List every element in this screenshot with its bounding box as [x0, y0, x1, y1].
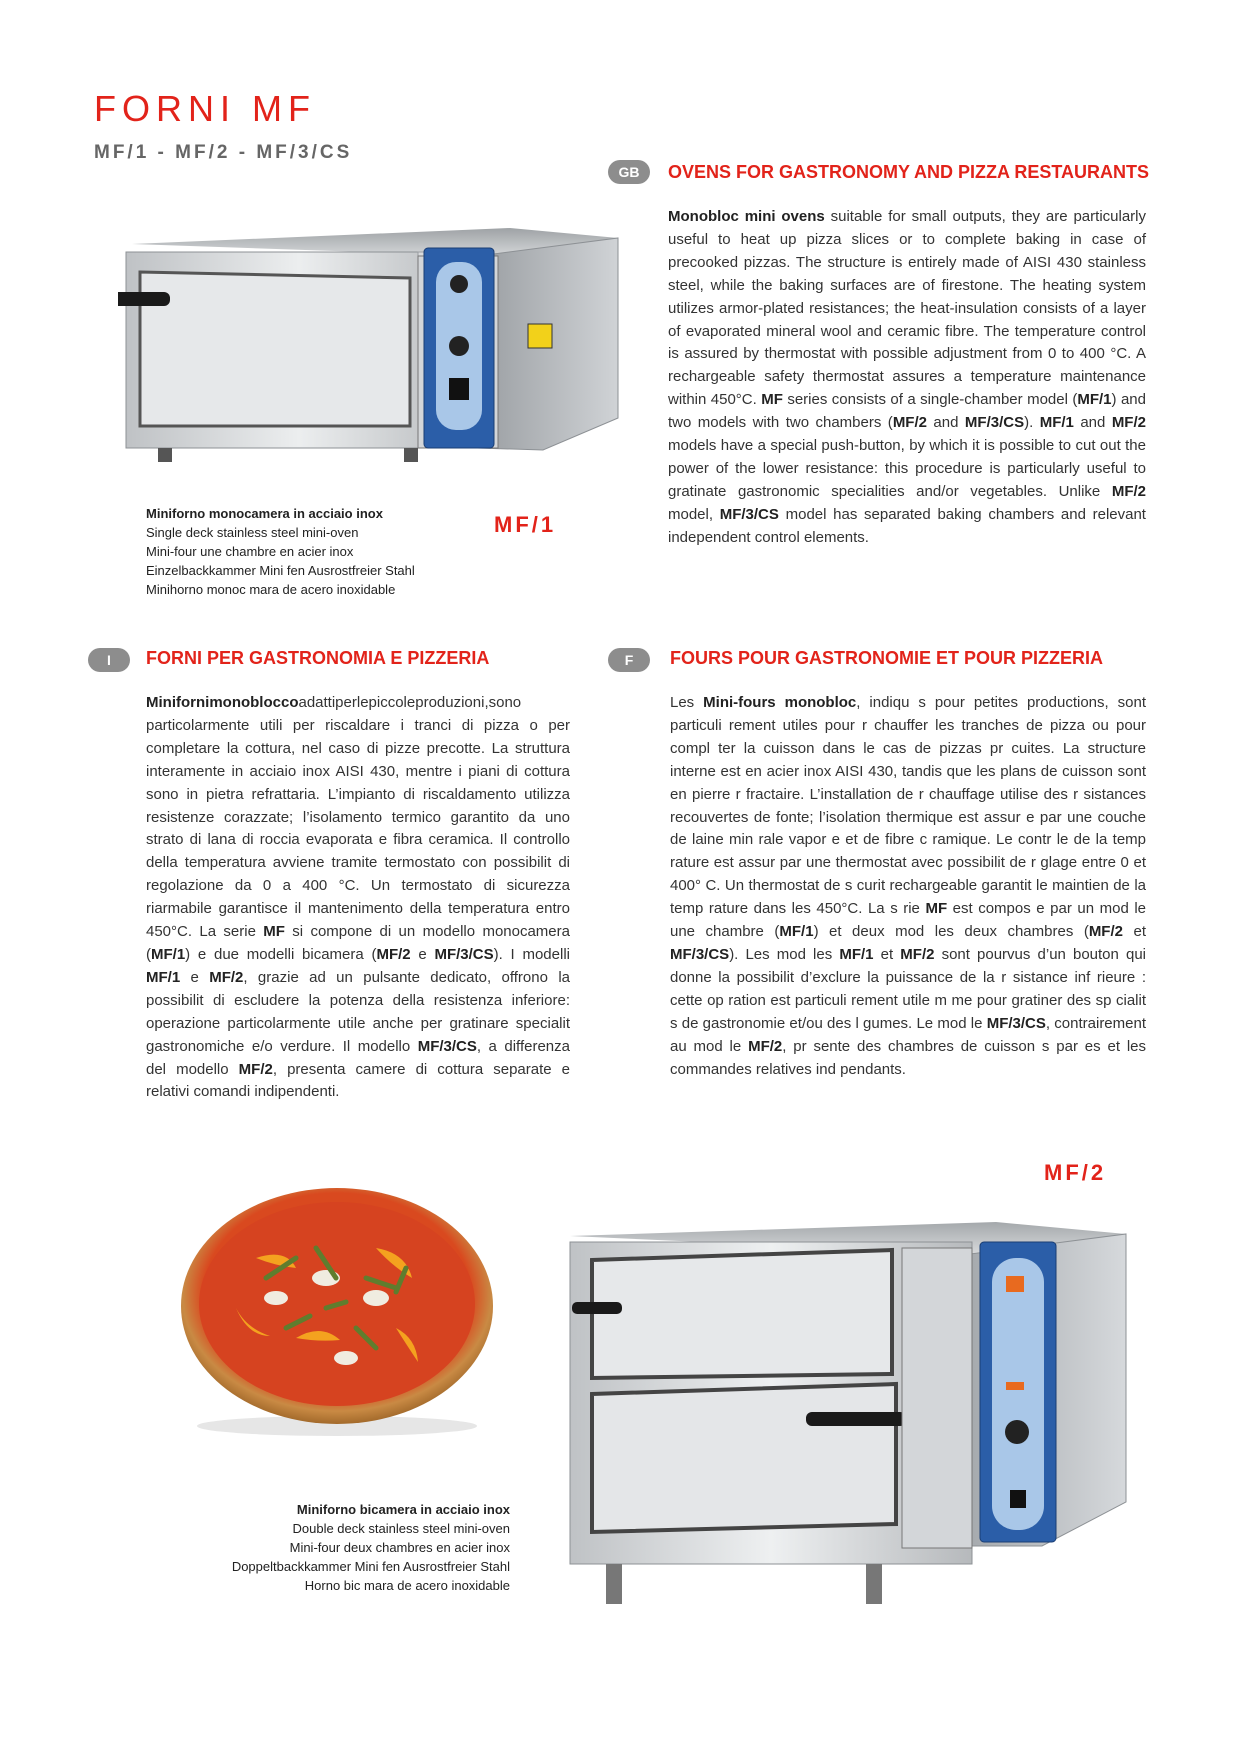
- section-body-it: [146, 692, 570, 1104]
- bold-text-run: MF/1: [151, 945, 186, 963]
- caption-line: Single deck stainless steel mini-oven: [146, 525, 359, 540]
- bold-text-run: MF/2: [748, 1037, 783, 1055]
- bold-text-run: Mini-fours monobloc: [703, 694, 857, 711]
- oven-mf2-image: [566, 1206, 1142, 1608]
- bold-text-run: MF/1: [839, 945, 874, 963]
- caption-line: Horno bic mara de acero inoxidable: [304, 1578, 510, 1593]
- bold-text-run: MF: [761, 391, 783, 409]
- text-run: , a differenza del modello: [146, 1037, 570, 1078]
- bold-text-run: MF/3/CS: [434, 945, 494, 963]
- caption-line: Einzelbackkammer Mini fen Ausrostfreier Stahl: [146, 563, 415, 578]
- text-run: model,: [668, 505, 720, 523]
- bold-text-run: MF/3/CS: [417, 1037, 477, 1055]
- text-run: ) and two models with two chambers (: [668, 391, 1146, 432]
- text-run: si compone di un modello monocamera (: [146, 923, 570, 963]
- bold-text-run: Monobloc mini ovens: [668, 208, 825, 225]
- bold-text-run: MF: [925, 900, 948, 918]
- bold-text-run: MF/3/CS: [719, 505, 779, 523]
- bold-text-run: MF/2: [1088, 923, 1123, 941]
- text-run: ).: [1024, 414, 1040, 432]
- text-run: Les: [670, 694, 704, 711]
- page-title: FORNI MF: [94, 88, 316, 129]
- bold-text-run: MF/2: [1111, 482, 1146, 500]
- bold-text-run: MF/2: [900, 945, 935, 963]
- bold-text-run: MF/1: [1039, 414, 1074, 432]
- bold-text-run: MF: [263, 923, 285, 941]
- bold-text-run: MF/2: [1111, 414, 1146, 432]
- mf1-caption: [146, 504, 415, 599]
- text-run: model has separated baking chambers and relevant independent control elements.: [668, 505, 1146, 546]
- text-run: , indiqu s pour petites productions, sont particuli rement utiles pour r chauffer les tranches de pizza ou pour compl ter la cuisson dans le cas de pizzas pr cuites. La structure interne est en acier inox AISI 430, tandis que les plans de cuisson sont en pierre r fractaire. L’installation de r chauffage utilise des r sistances recouvertes de fonte; l’isolation thermique est assur e par une couche de laine min rale vapor e et de fibre c ramique. Le contr le de la temp rature est assur par une thermostat avec possibilit de r glage entre 0 et 400° C. Un thermostat de s curit rechargeable garantit le maintien de la temp rature dans les 450°C. La s rie: [670, 694, 1146, 918]
- text-run: et: [1122, 923, 1146, 941]
- model-label-mf1: MF/1: [494, 512, 557, 537]
- text-run: , contrairement au mod le: [670, 1014, 1147, 1055]
- text-run: adattiperlepiccoleproduzioni,sono particolarmente utili per riscaldare i tranci di pizza o per completare la cottura, nel caso di pizze precotte. La struttura interamente in acciaio inox AISI 430, mentre i piani di cottura sono in pietra refrattaria. L’impianto di riscaldamento utilizza resistenze corazzate; l’isolamento termico garantito da uno strato di lana di roccia evaporata e fibra ceramica. Il controllo della temperatura avviene tramite termostato con possibilit di regolazione da 0 a 400 °C. Un termostato di sicurezza riarmabile garantisce il mantenimento della temperatura entro 450°C. La serie: [146, 694, 570, 941]
- text-run: e: [180, 968, 210, 986]
- text-run: ) et deux mod les deux chambres (: [813, 923, 1089, 941]
- caption-line: Double deck stainless steel mini-oven: [292, 1521, 510, 1536]
- text-run: , pr sente des chambres de cuisson s par es et les commandes relatives ind pendants.: [670, 1037, 1147, 1078]
- text-run: and: [1073, 414, 1112, 432]
- section-title-fr: FOURS POUR GASTRONOMIE ET POUR PIZZERIA: [670, 648, 1104, 668]
- text-run: , grazie ad un pulsante dedicato, offrono la possibilit di escludere la potenza della resistenza inferiore: operazione particolarmente utile anche per gratinare specialit gastronomiche e/o verdure. Il modello: [146, 968, 570, 1055]
- caption-line: Doppeltbackkammer Mini fen Ausrostfreier Stahl: [231, 1559, 510, 1574]
- text-run: and: [926, 414, 965, 432]
- language-badge-fr: F: [608, 648, 650, 672]
- caption-line: Mini-four une chambre en acier inox: [146, 544, 354, 559]
- text-run: series consists of a single-chamber model (: [782, 391, 1078, 409]
- oven-mf1-image: [118, 228, 634, 478]
- caption-line: Minihorno monoc mara de acero inoxidable: [146, 582, 396, 597]
- bold-text-run: MF/3/CS: [670, 945, 730, 963]
- caption-line: Miniforno bicamera in acciaio inox: [296, 1502, 510, 1517]
- text-run: e: [410, 945, 435, 963]
- section-body-fr: [670, 692, 1146, 1081]
- section-title-it: FORNI PER GASTRONOMIA E PIZZERIA: [146, 648, 490, 668]
- page-subtitle: MF/1 - MF/2 - MF/3/CS: [94, 142, 353, 163]
- bold-text-run: MF/1: [146, 968, 181, 986]
- text-run: suitable for small outputs, they are particularly useful to heat up pizza slices or to complete baking in case of precooked pizzas. The structure is entirely made of AISI 430 stainless steel, while the baking surfaces are of firestone. The heating system utilizes armor-plated resistances; the heat-insulation consists of a layer of evaporated mineral wool and ceramic fibre. The temperature control is assured by thermostat with possible adjustment from 0 to 400 °C. A rechargeable safety thermostat assures a temperature maintenance within 450°C.: [668, 208, 1146, 409]
- text-run: sont pourvus d’un bouton qui donne la possibilit d’exclure la puissance de la r sistance inf rieure : cette op ration est particuli rement utile m me pour gratiner des sp cialit s de gastronomie et/ou des l gumes. Le mod le: [670, 945, 1146, 1032]
- bold-text-run: MF/2: [376, 945, 411, 963]
- bold-text-run: MF/3/CS: [986, 1014, 1046, 1032]
- bold-text-run: MF/3/CS: [964, 414, 1025, 432]
- text-run: models have a special push-button, by which it is possible to cut out the power of the lower resistance: this procedure is particularly useful to gratinate gastronomic specialities and/or vegetables. Unlike: [668, 437, 1146, 500]
- language-badge-it: I: [88, 648, 130, 672]
- bold-text-run: MF/2: [238, 1060, 273, 1078]
- text-run: et: [873, 945, 901, 963]
- text-run: ) e due modelli bicamera (: [185, 945, 377, 963]
- pizza-image: [176, 1188, 498, 1438]
- language-badge-gb: GB: [608, 160, 650, 184]
- bold-text-run: MF/2: [892, 414, 927, 432]
- text-run: , presenta camere di cottura separate e relativi comandi indipendenti.: [146, 1060, 570, 1101]
- mf2-caption: [176, 1500, 510, 1595]
- bold-text-run: MF/1: [779, 923, 814, 941]
- caption-line: Miniforno monocamera in acciaio inox: [146, 506, 383, 521]
- bold-text-run: MF/2: [209, 968, 244, 986]
- bold-text-run: MF/1: [1077, 391, 1112, 409]
- model-label-mf2: MF/2: [1044, 1160, 1107, 1185]
- caption-line: Mini-four deux chambres en acier inox: [289, 1540, 510, 1555]
- section-title-gb: OVENS FOR GASTRONOMY AND PIZZA RESTAURANTS: [668, 162, 1150, 182]
- text-run: ). Les mod les: [729, 945, 840, 963]
- bold-text-run: Minifornimonoblocco: [146, 694, 299, 711]
- text-run: est compos e par un mod le une chambre (: [670, 900, 1147, 941]
- text-run: ). I modelli: [493, 945, 570, 963]
- section-body-gb: [668, 206, 1146, 550]
